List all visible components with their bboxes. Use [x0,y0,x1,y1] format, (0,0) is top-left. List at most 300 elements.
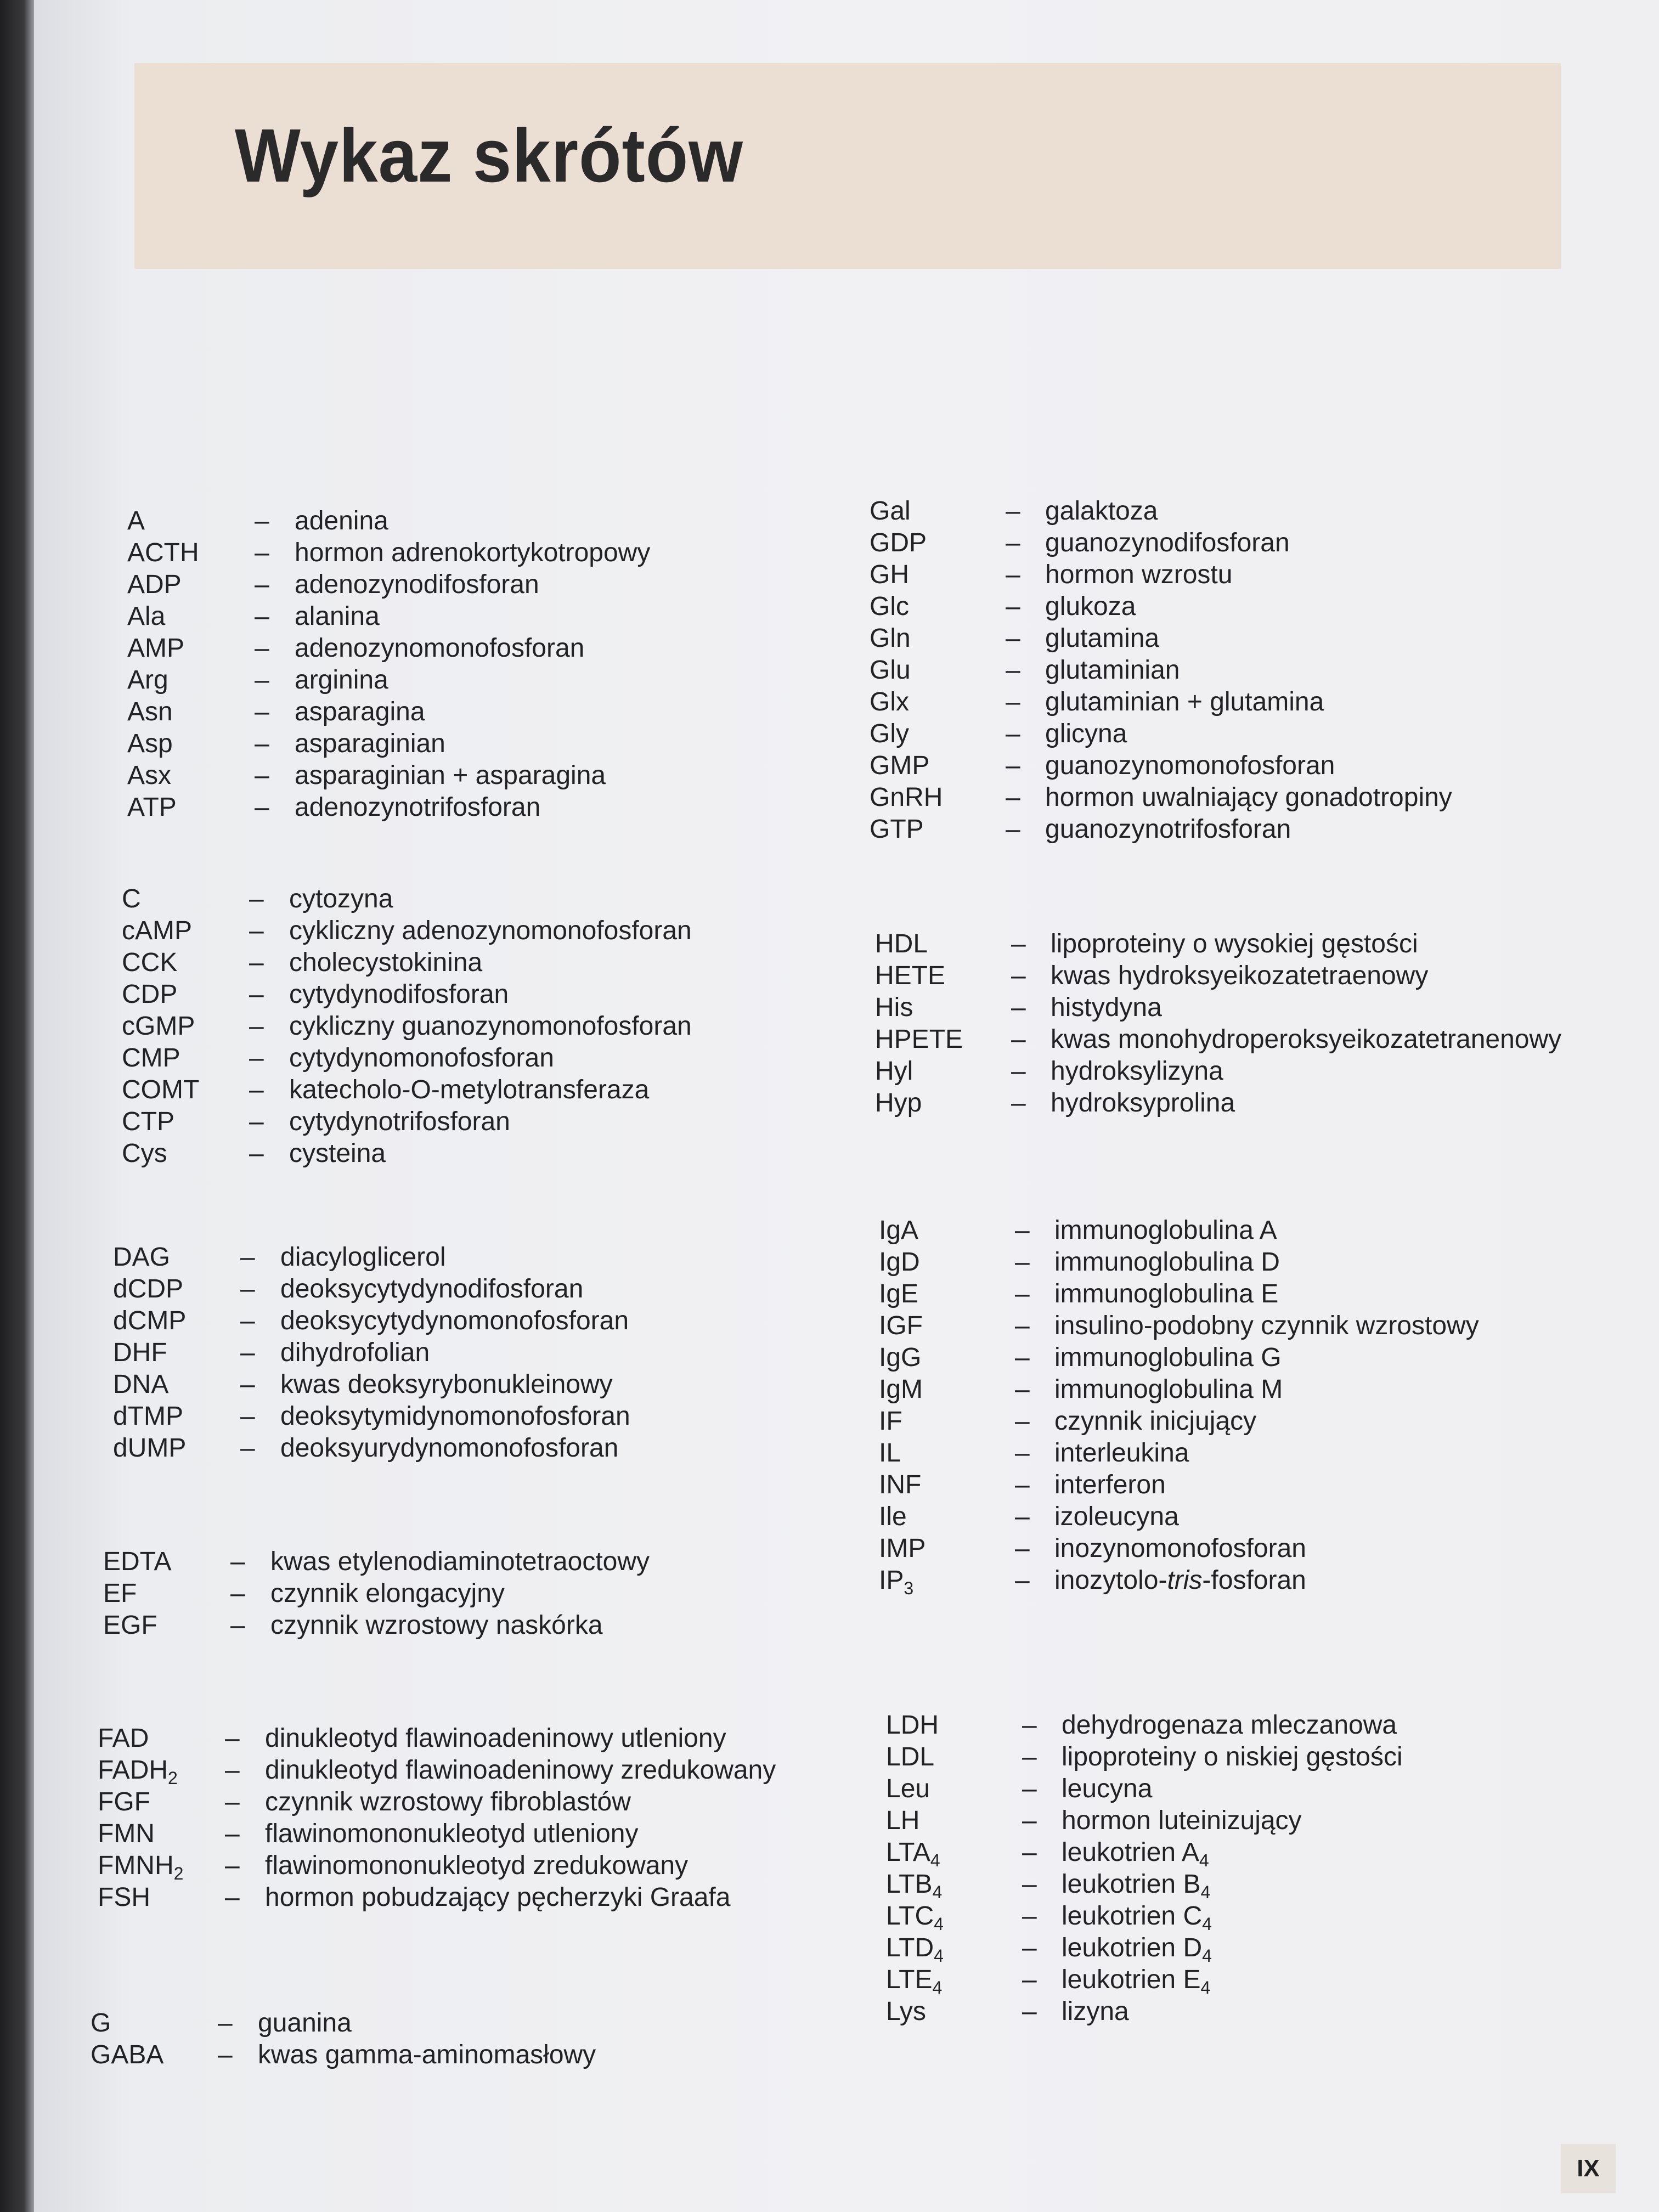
definition [1045,750,1335,782]
abbreviation-text: CCK [122,948,178,977]
definition-text: hormon wzrostu [1045,560,1233,589]
book-spine [0,0,34,2212]
definition [1054,1565,1306,1596]
definition-text: deoksyurydynomonofosforan [280,1434,619,1463]
definition [270,1610,603,1641]
dash-separator: – [249,1075,264,1104]
abbreviation-text: CMP [122,1043,180,1073]
abbreviation-term [127,728,173,760]
abbreviation-text: FSH [98,1883,150,1912]
abbreviation-text: dCMP [113,1306,187,1335]
definition-text: cytydynomonofosforan [289,1043,554,1073]
abbreviation-text: Glc [870,592,909,621]
dash-separator: – [255,697,269,726]
abbreviation-term [886,1964,942,1996]
abbreviation-term [122,915,192,947]
abbreviation-text: A [127,506,145,535]
abbreviation-term [122,883,141,915]
dash-separator: – [1022,1870,1037,1899]
dash-separator: – [255,538,269,567]
definition-suffix: -fosforan [1202,1566,1306,1595]
abbreviation-text: CTP [122,1107,174,1136]
abbreviation-term [91,2039,163,2071]
definition [1062,1932,1212,1964]
abbreviation-term [103,1546,171,1578]
abbreviation-term [113,1305,186,1337]
definition-text: interferon [1054,1470,1166,1499]
abbreviation-text: Cys [122,1139,167,1168]
definition [280,1273,583,1305]
definition-text: cykliczny guanozynomonofosforan [289,1012,692,1041]
dash-separator: – [249,980,264,1009]
abbreviation-term [98,1723,149,1754]
abbreviation-term [127,664,168,696]
definition-subscript: 4 [1202,1914,1212,1934]
definition [265,1786,631,1818]
dash-separator: – [249,1107,264,1136]
dash-separator: – [240,1243,255,1272]
abbreviation-text: IF [879,1407,902,1436]
abbreviation-term [122,1074,199,1106]
abbreviation-text: Gly [870,719,909,748]
definition [1062,1709,1397,1741]
dash-separator: – [1015,1279,1030,1308]
dash-separator: – [1022,1965,1037,1994]
abbreviation-text: C [122,884,141,913]
definition [1045,495,1158,527]
dash-separator: – [255,729,269,758]
definition-text: hormon pobudzający pęcherzyki Graafa [265,1883,731,1912]
abbreviation-text: DHF [113,1338,167,1367]
abbreviation-term [886,1996,926,2028]
dash-separator: – [255,570,269,599]
dash-separator: – [1006,719,1020,748]
definition-text: dinukleotyd flawinoadeninowy zredukowany [265,1756,776,1785]
abbreviation-term [879,1406,902,1437]
abbreviation-text: GTP [870,815,924,844]
dash-separator: – [1015,1438,1030,1468]
page-number: IX [1561,2144,1616,2193]
definition-text: lipoproteiny o niskiej gęstości [1062,1742,1403,1771]
dash-separator: – [1015,1216,1030,1245]
abbreviation-term [875,1056,913,1087]
abbreviation-text: INF [879,1470,922,1499]
definition-text: kwas hydroksyeikozatetraenowy [1051,961,1429,990]
definition-text: guanozynodifosforan [1045,528,1290,557]
abbreviation-text: LTA [886,1838,930,1867]
abbreviation-term [122,1011,195,1042]
definition [1051,1087,1235,1119]
dash-separator: – [249,1139,264,1168]
definition-text: cysteina [289,1139,386,1168]
definition [1051,960,1428,992]
abbreviation-text: AMP [127,634,185,663]
abbreviation-term [98,1850,183,1882]
definition-text: insulino-podobny czynnik wzrostowy [1054,1311,1479,1340]
definition-text: cytydynotrifosforan [289,1107,510,1136]
definition [289,1106,510,1138]
abbreviation-term [127,633,184,664]
abbreviation-text: GDP [870,528,927,557]
definition [265,1882,730,1914]
abbreviation-subscript: 4 [930,1850,940,1870]
definition-text: hydroksyprolina [1051,1088,1235,1118]
abbreviation-text: Ala [127,602,166,631]
definition-text: dihydrofolian [280,1338,430,1367]
abbreviation-term [879,1246,920,1278]
abbreviation-text: IL [879,1438,901,1468]
abbreviation-subscript: 4 [932,1978,943,1997]
dash-separator: – [1015,1566,1030,1595]
dash-separator: – [249,916,264,945]
dash-separator: – [1015,1248,1030,1277]
definition [265,1818,638,1850]
dash-separator: – [225,1819,240,1848]
definition [270,1578,505,1610]
dash-separator: – [1011,929,1026,958]
definition [1062,1837,1209,1869]
dash-separator: – [1006,624,1020,653]
definition-text: lipoproteiny o wysokiej gęstości [1051,929,1418,958]
abbreviation-text: FADH [98,1756,168,1785]
dash-separator: – [1006,656,1020,685]
abbreviation-term [127,601,165,633]
dash-separator: – [240,1402,255,1431]
abbreviation-term [870,527,927,559]
dash-separator: – [1006,496,1020,526]
definition-text: deoksycytydynomonofosforan [280,1306,629,1335]
definition-text: hormon luteinizujący [1062,1806,1302,1835]
abbreviation-term [870,814,924,845]
abbreviation-term [870,718,909,750]
dash-separator: – [1022,1711,1037,1740]
abbreviation-text: dTMP [113,1402,184,1431]
definition [1062,1900,1212,1932]
definition [1051,928,1418,960]
definition-text: glutaminian [1045,656,1180,685]
abbreviation-term [113,1242,170,1273]
abbreviation-term [113,1273,183,1305]
definition [1054,1406,1256,1437]
definition [280,1305,629,1337]
dash-separator: – [1006,687,1020,716]
definition-text: guanozynomonofosforan [1045,751,1335,780]
definition [258,2007,352,2039]
definition-text: guanina [258,2008,352,2038]
abbreviation-term [122,1138,167,1170]
abbreviation-text: Glx [870,687,909,716]
definition-text: asparaginian + asparagina [295,761,606,790]
dash-separator: – [1011,993,1026,1022]
abbreviation-term [122,1042,180,1074]
definition-text: hormon adrenokortykotropowy [295,538,651,567]
dash-separator: – [240,1338,255,1367]
abbreviation-term [113,1401,183,1432]
abbreviation-text: IgG [879,1343,922,1372]
abbreviation-text: EGF [103,1611,157,1640]
abbreviation-text: GnRH [870,783,943,812]
dash-separator: – [225,1883,240,1912]
definition [289,1011,692,1042]
abbreviation-text: Glu [870,656,911,685]
definition [1054,1501,1179,1533]
definition [280,1337,430,1369]
abbreviation-text: ATP [127,793,177,822]
abbreviation-text: FMN [98,1819,155,1848]
definition [295,569,539,601]
abbreviation-term [879,1374,923,1406]
definition-text: dinukleotyd flawinoadeninowy utleniony [265,1724,726,1753]
abbreviation-text: EDTA [103,1547,172,1576]
abbreviation-text: LDH [886,1711,939,1740]
definition-text: hydroksylizyna [1051,1057,1223,1086]
abbreviation-text: Lys [886,1997,926,2026]
dash-separator: – [218,2008,233,2038]
abbreviation-term [886,1773,930,1805]
dash-separator: – [1022,1806,1037,1835]
abbreviation-term [127,537,199,569]
abbreviation-term [127,569,182,601]
abbreviation-term [98,1786,150,1818]
definition [258,2039,596,2071]
abbreviation-text: LDL [886,1742,935,1771]
abbreviation-term [875,928,928,960]
abbreviation-text: cAMP [122,916,193,945]
abbreviation-term [875,960,945,992]
definition-text: dehydrogenaza mleczanowa [1062,1711,1397,1740]
abbreviation-text: Asn [127,697,173,726]
abbreviation-text: Gal [870,496,911,526]
definition-text: czynnik elongacyjny [270,1579,505,1608]
abbreviation-text: His [875,993,913,1022]
abbreviation-text: IgE [879,1279,919,1308]
dash-separator: – [1011,1088,1026,1118]
definition-text: cykliczny adenozynomonofosforan [289,916,692,945]
definition [280,1432,618,1464]
definition-text: inozynomonofosforan [1054,1534,1306,1563]
abbreviation-text: LTD [886,1933,934,1962]
definition-text: alanina [295,602,380,631]
definition [295,505,388,537]
definition-text: kwas gamma-aminomasłowy [258,2040,596,2069]
definition-text: asparagina [295,697,425,726]
dash-separator: – [1006,783,1020,812]
definition-text: czynnik inicjujący [1054,1407,1257,1436]
dash-separator: – [230,1611,245,1640]
definition [1045,782,1452,814]
definition-text: czynnik wzrostowy naskórka [270,1611,603,1640]
dash-separator: – [1015,1407,1030,1436]
abbreviation-term [886,1837,940,1869]
abbreviation-term [870,495,911,527]
dash-separator: – [240,1274,255,1304]
abbreviation-text: CDP [122,980,178,1009]
definition [295,760,606,792]
definition [1054,1437,1189,1469]
dash-separator: – [1015,1470,1030,1499]
dash-separator: – [1022,1838,1037,1867]
abbreviation-text: DAG [113,1243,171,1272]
definition [289,979,509,1011]
abbreviation-text: FGF [98,1787,150,1816]
dash-separator: – [240,1370,255,1399]
dash-separator: – [249,1012,264,1041]
definition-text: immunoglobulina E [1054,1279,1279,1308]
definition [1045,654,1180,686]
dash-separator: – [1015,1311,1030,1340]
abbreviation-term [879,1469,921,1501]
dash-separator: – [255,761,269,790]
definition [295,664,388,696]
dash-separator: – [1011,961,1026,990]
abbreviation-text: GH [870,560,909,589]
definition [289,1138,386,1170]
page-title: Wykaz skrótów [235,114,743,198]
dash-separator: – [1022,1997,1037,2026]
dash-separator: – [1015,1343,1030,1372]
definition [1051,992,1162,1024]
abbreviation-term [870,623,911,654]
definition-subscript: 4 [1202,1946,1212,1966]
definition-subscript: 4 [1200,1978,1211,1997]
abbreviation-subscript: 2 [173,1864,184,1883]
abbreviation-term [875,992,913,1024]
dash-separator: – [218,2040,233,2069]
definition [1045,814,1291,845]
dash-separator: – [255,602,269,631]
abbreviation-subscript: 4 [932,1882,943,1902]
abbreviation-subscript: 2 [168,1768,178,1788]
abbreviation-term [886,1900,944,1932]
abbreviation-term [886,1805,919,1837]
definition-text: glukoza [1045,592,1136,621]
abbreviation-term [875,1087,922,1119]
dash-separator: – [1022,1901,1037,1931]
definition [289,1074,649,1106]
definition-text: kwas deoksyrybonukleinowy [280,1370,613,1399]
definition-text: cholecystokinina [289,948,483,977]
definition [1054,1215,1277,1246]
abbreviation-text: HDL [875,929,928,958]
definition-text: adenozynomonofosforan [295,634,585,663]
dash-separator: – [249,1043,264,1073]
abbreviation-term [870,559,909,591]
abbreviation-text: ADP [127,570,182,599]
definition [265,1723,726,1754]
definition-text: leukotrien D [1062,1933,1203,1962]
dash-separator: – [230,1579,245,1608]
definition-text: immunoglobulina D [1054,1248,1280,1277]
definition-text: diacyloglicerol [280,1243,446,1272]
definition [1062,1805,1302,1837]
abbreviation-text: GABA [91,2040,164,2069]
abbreviation-term [91,2007,111,2039]
abbreviation-text: Asx [127,761,172,790]
abbreviation-term [870,654,911,686]
dash-separator: – [1006,560,1020,589]
abbreviation-term [113,1337,167,1369]
abbreviation-text: LTC [886,1901,934,1931]
abbreviation-term [103,1610,157,1641]
abbreviation-term [870,591,909,623]
definition [1045,686,1324,718]
definition-text: immunoglobulina M [1054,1375,1283,1404]
abbreviation-term [98,1754,178,1786]
definition [289,1042,554,1074]
abbreviation-term [98,1818,155,1850]
definition-text: adenina [295,506,388,535]
definition-text: leukotrien E [1062,1965,1201,1994]
definition [280,1369,613,1401]
abbreviation-text: dUMP [113,1434,187,1463]
abbreviation-term [122,979,177,1011]
abbreviation-subscript: 4 [934,1946,944,1966]
definition [295,792,540,823]
abbreviation-text: cGMP [122,1012,195,1041]
abbreviation-subscript: 3 [904,1578,914,1598]
dash-separator: – [240,1434,255,1463]
dash-separator: – [255,634,269,663]
dash-separator: – [240,1306,255,1335]
definition [289,947,482,979]
abbreviation-text: LTE [886,1965,933,1994]
dash-separator: – [225,1756,240,1785]
abbreviation-term [875,1024,963,1056]
abbreviation-term [113,1369,168,1401]
dash-separator: – [1015,1502,1030,1531]
dash-separator: – [255,665,269,695]
dash-separator: – [1006,815,1020,844]
definition-text: lizyna [1062,1997,1129,2026]
definition-text: flawinomononukleotyd zredukowany [265,1851,689,1880]
definition [1062,1964,1210,1996]
abbreviation-text: EF [103,1579,137,1608]
abbreviation-term [879,1278,918,1310]
abbreviation-term [122,1106,174,1138]
abbreviation-text: IP [879,1566,904,1595]
dash-separator: – [255,506,269,535]
definition [1045,591,1136,623]
definition [1051,1024,1561,1056]
definition-subscript: 4 [1199,1850,1209,1870]
dash-separator: – [1022,1742,1037,1771]
abbreviation-text: Asp [127,729,173,758]
dash-separator: – [1006,528,1020,557]
definition-text: hormon uwalniający gonadotropiny [1045,783,1452,812]
abbreviation-term [879,1501,907,1533]
definition [280,1242,445,1273]
definition-text: arginina [295,665,388,695]
dash-separator: – [1015,1534,1030,1563]
abbreviation-subscript: 4 [934,1914,944,1934]
definition-text: glutamina [1045,624,1160,653]
dash-separator: – [1015,1375,1030,1404]
abbreviation-text: IgD [879,1248,920,1277]
definition [280,1401,630,1432]
definition [289,915,692,947]
abbreviation-term [870,782,943,814]
definition-text: glicyna [1045,719,1127,748]
definition-text: immunoglobulina G [1054,1343,1282,1372]
dash-separator: – [1011,1025,1026,1054]
definition [295,537,650,569]
definition [1054,1342,1282,1374]
abbreviation-text: LTB [886,1870,933,1899]
definition-text: guanozynotrifosforan [1045,815,1291,844]
abbreviation-text: IgM [879,1375,923,1404]
definition [1062,1996,1129,2028]
definition-subscript: 4 [1200,1882,1211,1902]
